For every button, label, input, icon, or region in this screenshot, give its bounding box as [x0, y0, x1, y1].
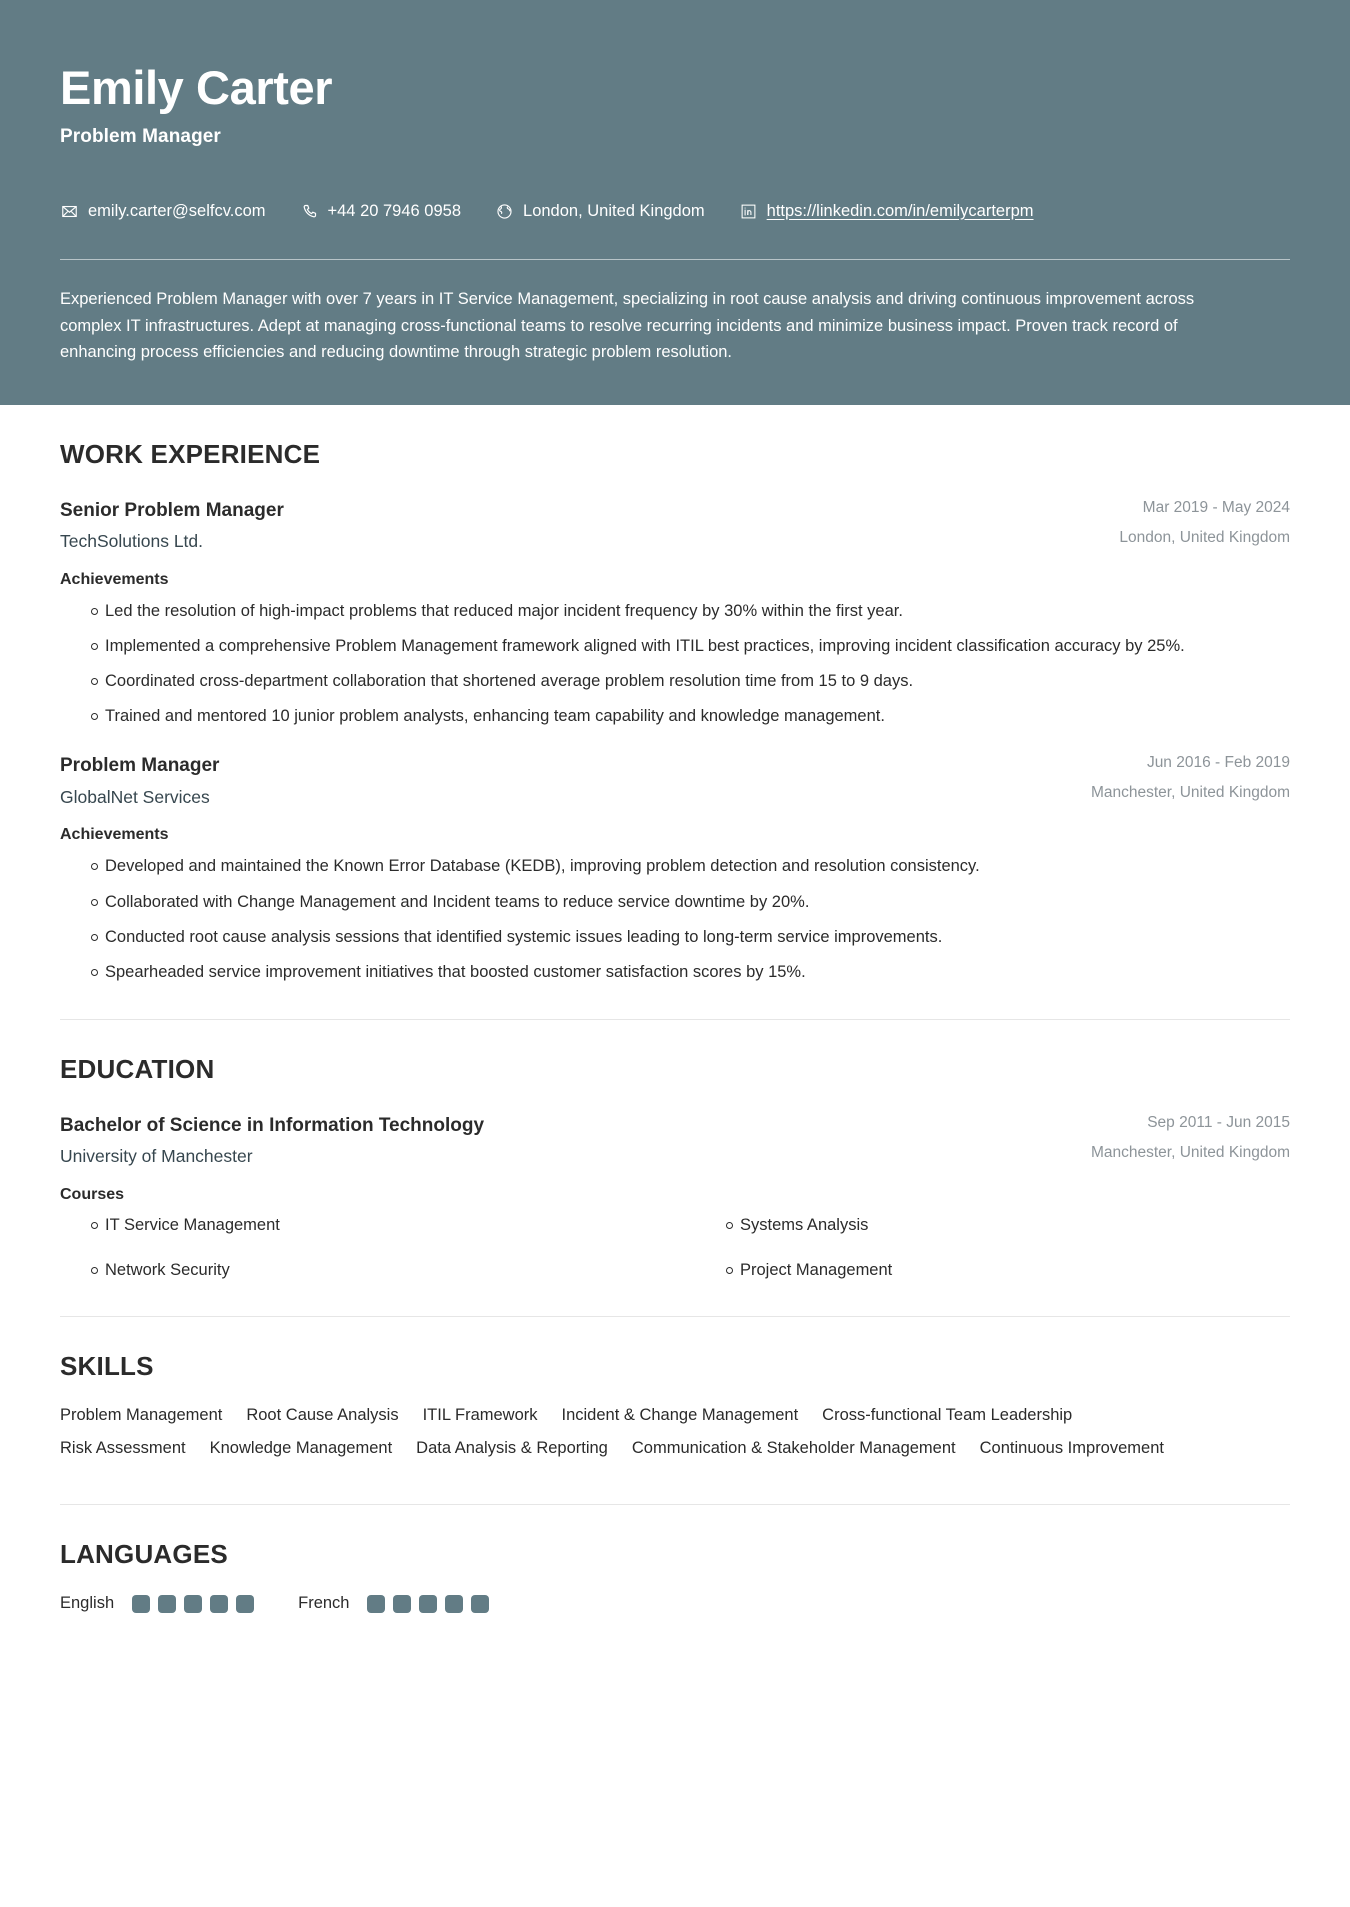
work-entry-right [1091, 753, 1290, 804]
phone-icon [300, 202, 319, 221]
achievement-item: Developed and maintained the Known Error Database (KEDB), improving problem detection and resolution consistency. [60, 853, 1290, 879]
achievement-item: Coordinated cross-department collaboration that shortened average problem resolution time from 15 to 9 days. [60, 668, 1290, 694]
work-entry [60, 753, 1290, 985]
section-education [60, 1020, 1290, 1318]
skill-item: Root Cause Analysis [246, 1406, 399, 1425]
education-entry-institution[interactable]: University of Manchester [60, 1146, 253, 1167]
contact-item-linkedin[interactable] [739, 202, 1034, 222]
achievement-item: Trained and mentored 10 junior problem analysts, enhancing team capability and knowledge management. [60, 703, 1290, 729]
skill-item: Continuous Improvement [979, 1439, 1164, 1458]
language-level-square [445, 1595, 463, 1613]
work-entry-header [60, 753, 1290, 809]
header-divider [60, 259, 1290, 260]
course-item: Systems Analysis [695, 1213, 1290, 1238]
skill-item: ITIL Framework [422, 1406, 538, 1425]
work-entry-achievements-list [60, 853, 1290, 984]
achievement-item: Conducted root cause analysis sessions that identified systemic issues leading to long-term service improvements. [60, 924, 1290, 950]
work-entry-achievements-label: Achievements [60, 826, 169, 844]
work-entry-left [60, 498, 1095, 554]
education-entry-dates: Sep 2011 - Jun 2015 [1147, 1113, 1290, 1131]
skill-item: Data Analysis & Reporting [416, 1439, 608, 1458]
work-entry-role: Problem Manager [60, 755, 220, 777]
work-entry-location: London, United Kingdom [1119, 528, 1290, 546]
contact-location-text: London, United Kingdom [523, 201, 705, 220]
language-level-square [158, 1595, 176, 1613]
course-item: Network Security [60, 1258, 655, 1283]
contact-item-phone[interactable] [300, 202, 462, 222]
contact-row [60, 202, 1290, 222]
languages-list [60, 1594, 1290, 1613]
language-name: English [60, 1594, 115, 1613]
work-entry-location: Manchester, United Kingdom [1090, 784, 1290, 802]
language-level-meter [367, 1595, 489, 1613]
work-entry-left [60, 753, 1067, 809]
skill-item: Knowledge Management [209, 1439, 393, 1458]
section-work-experience [60, 405, 1290, 1020]
language-level-square [184, 1595, 202, 1613]
contact-email-text: emily.carter@selfcv.com [88, 201, 266, 220]
skill-item: Problem Management [60, 1406, 223, 1425]
contact-item-location[interactable] [495, 202, 705, 222]
professional-summary: Experienced Problem Manager with over 7 years in IT Service Management, specializing in root cause analysis and driving continuous improvement across complex IT infrastructures. Adept at managing cross-functional teams to resolve recurring incidents and minimize business impact. Proven track record of enhancing process efficiencies and reducing downtime through strategic problem resolution. [60, 290, 1195, 361]
work-entry-dates: Jun 2016 - Feb 2019 [1146, 754, 1290, 772]
section-title-work-experience: WORK EXPERIENCE [60, 438, 321, 469]
skill-item: Incident & Change Management [561, 1406, 799, 1425]
email-icon [60, 202, 79, 221]
skill-item: Cross-functional Team Leadership [822, 1406, 1073, 1425]
location-icon [495, 202, 514, 221]
work-entry-dates: Mar 2019 - May 2024 [1142, 498, 1290, 516]
contact-linkedin-link[interactable]: https://linkedin.com/in/emilycarterpm [766, 201, 1034, 220]
language-level-square [419, 1595, 437, 1613]
education-courses-list [60, 1213, 1290, 1283]
language-level-square [471, 1595, 489, 1613]
work-entry-achievements-list [60, 598, 1290, 729]
course-item: IT Service Management [60, 1213, 655, 1238]
skills-list [60, 1404, 1210, 1470]
contact-item-email[interactable] [60, 202, 266, 222]
section-title-languages: LANGUAGES [60, 1539, 228, 1570]
work-entry-achievements-label: Achievements [60, 570, 169, 588]
section-title-skills: SKILLS [60, 1351, 154, 1382]
education-entry-degree: Bachelor of Science in Information Technology [60, 1114, 485, 1136]
achievement-item: Led the resolution of high-impact problems that reduced major incident frequency by 30% within the first year. [60, 598, 1290, 624]
section-languages [60, 1505, 1290, 1613]
language-level-square [393, 1595, 411, 1613]
education-entry-location: Manchester, United Kingdom [1090, 1143, 1290, 1161]
candidate-job-title: Problem Manager [60, 125, 221, 147]
contact-phone-text: +44 20 7946 0958 [327, 201, 462, 220]
language-level-square [132, 1595, 150, 1613]
work-entry-right [1119, 498, 1290, 549]
education-entry-header [60, 1113, 1290, 1169]
language-level-meter [132, 1595, 254, 1613]
section-title-education: EDUCATION [60, 1053, 215, 1084]
course-item: Project Management [695, 1258, 1290, 1283]
education-courses-label: Courses [60, 1185, 125, 1203]
achievement-item: Spearheaded service improvement initiatives that boosted customer satisfaction scores by 15%. [60, 959, 1290, 985]
linkedin-icon [739, 202, 758, 221]
candidate-name: Emily Carter [60, 61, 333, 114]
resume-header [0, 0, 1350, 405]
resume-content [0, 405, 1350, 1664]
language-name: French [298, 1594, 350, 1613]
work-entry-organization[interactable]: TechSolutions Ltd. [60, 531, 204, 552]
language-item [60, 1594, 254, 1613]
achievement-item: Collaborated with Change Management and Incident teams to reduce service downtime by 20%. [60, 889, 1290, 915]
achievement-item: Implemented a comprehensive Problem Management framework aligned with ITIL best practices, improving incident classification accuracy by 25%. [60, 633, 1290, 659]
skill-item: Communication & Stakeholder Management [631, 1439, 956, 1458]
work-entry-organization[interactable]: GlobalNet Services [60, 786, 210, 807]
language-level-square [210, 1595, 228, 1613]
education-entry [60, 1113, 1290, 1283]
education-entry-right [1091, 1113, 1290, 1164]
education-entry-left [60, 1113, 1067, 1169]
work-entry [60, 498, 1290, 730]
work-entry-role: Senior Problem Manager [60, 499, 284, 521]
work-entry-header [60, 498, 1290, 554]
language-level-square [236, 1595, 254, 1613]
language-item [298, 1594, 489, 1613]
skill-item: Risk Assessment [60, 1439, 186, 1458]
language-level-square [367, 1595, 385, 1613]
section-skills [60, 1317, 1290, 1505]
